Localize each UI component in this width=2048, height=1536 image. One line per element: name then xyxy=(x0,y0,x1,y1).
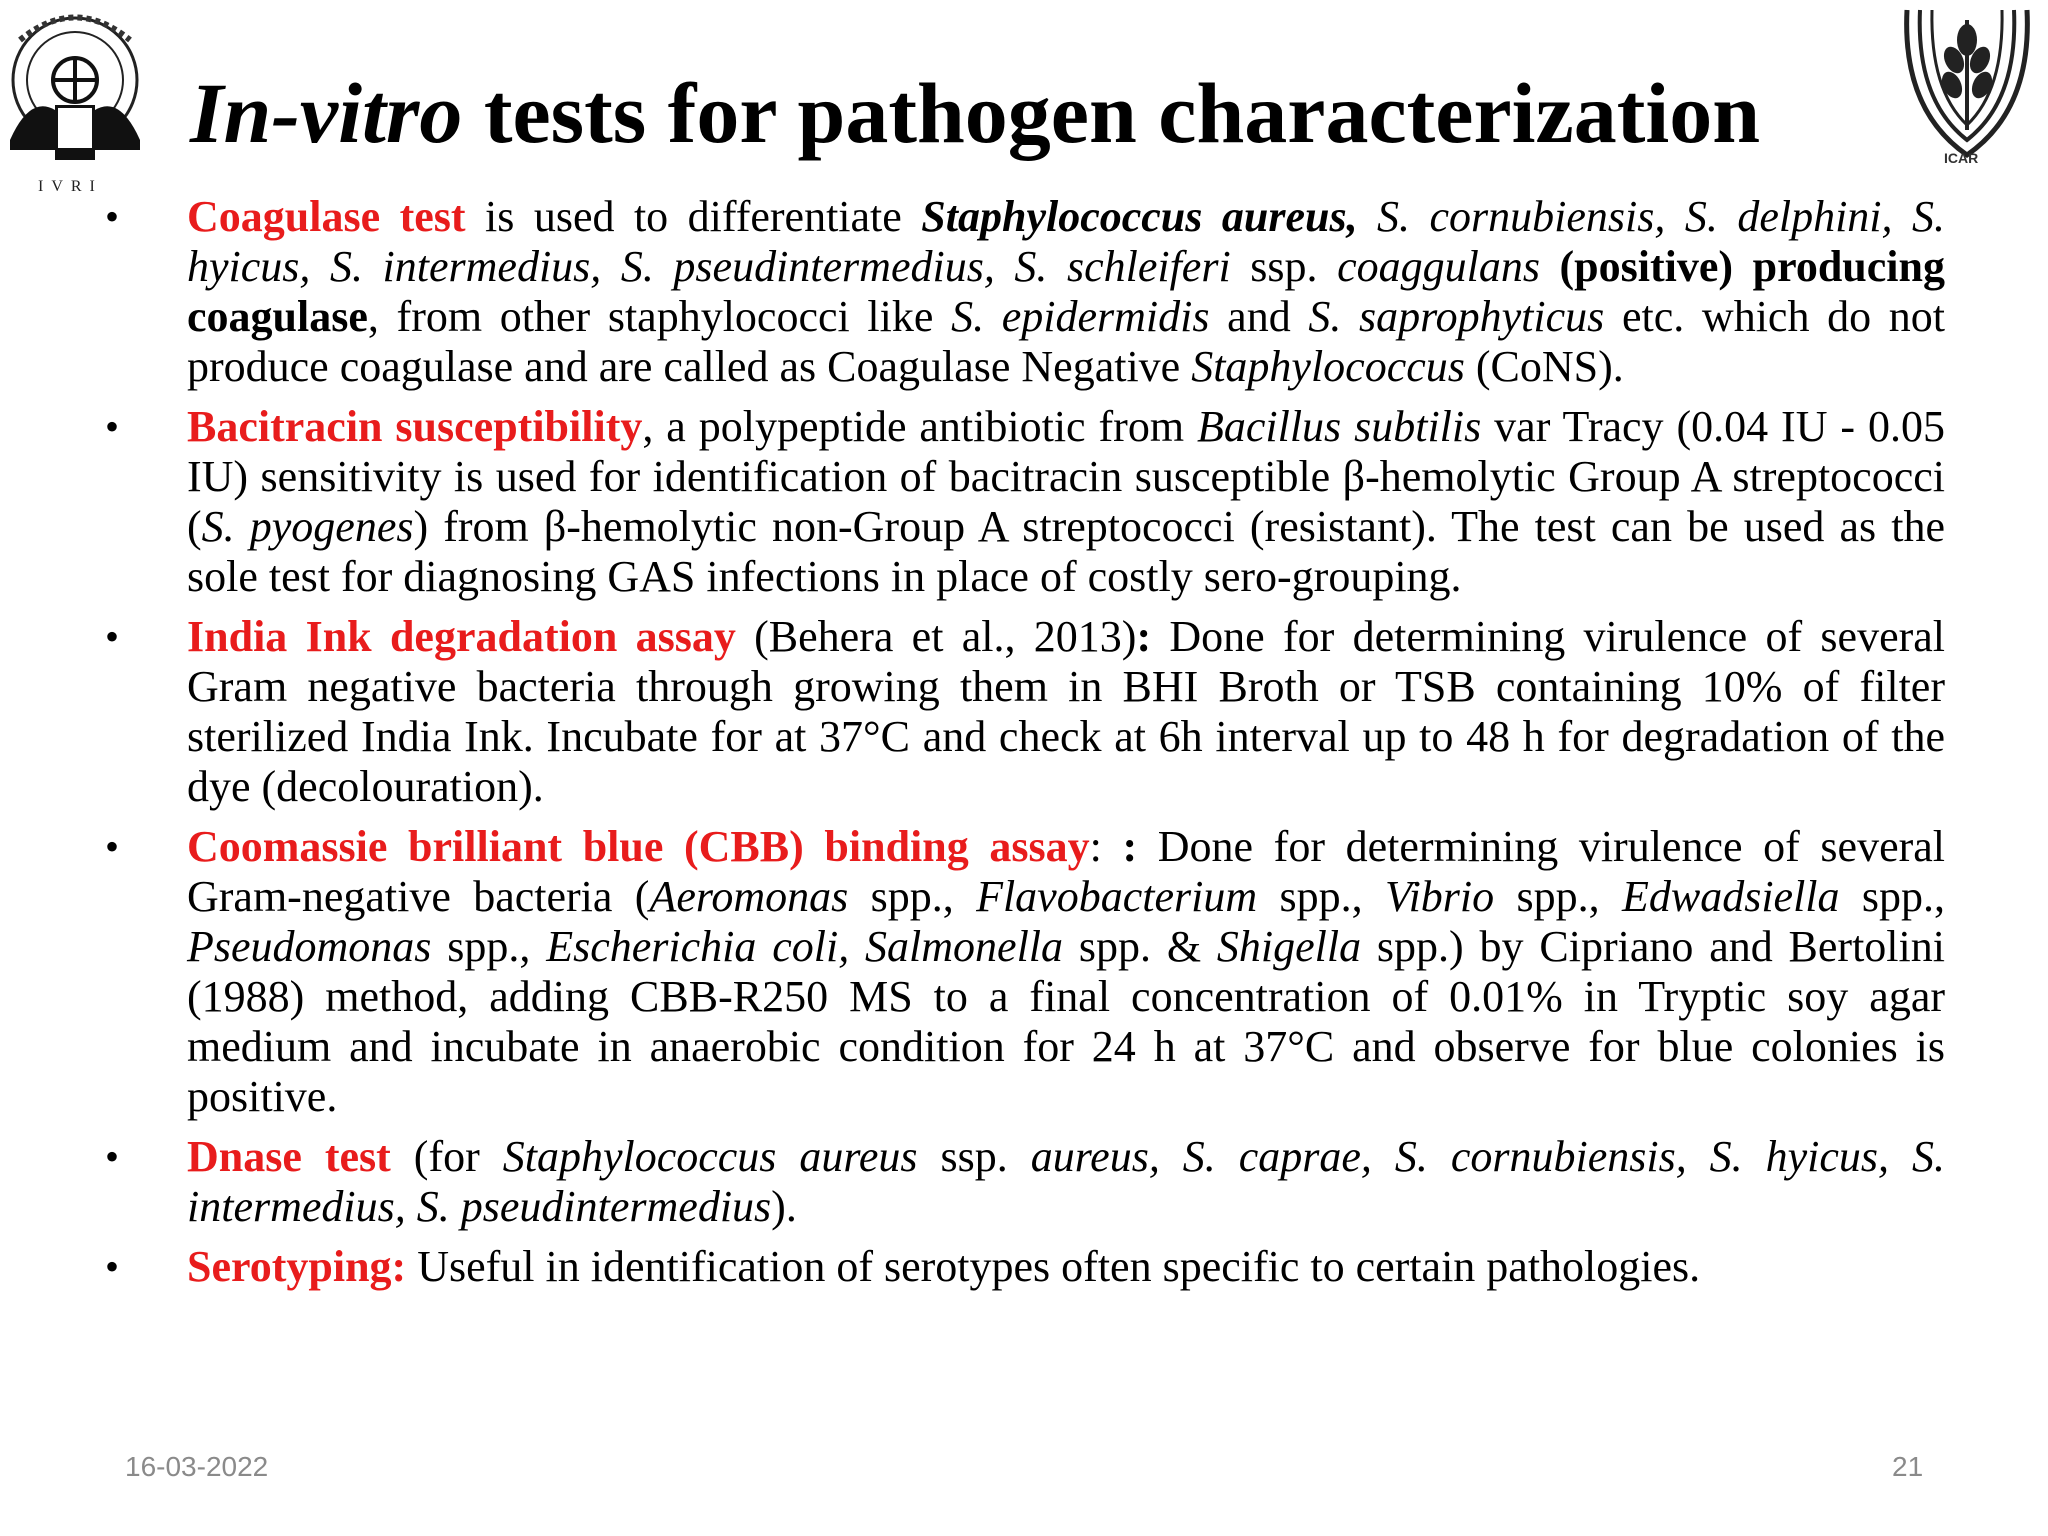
bullet-text-segment: and xyxy=(1209,292,1309,341)
bullet-marker: • xyxy=(105,194,120,239)
bullet-text-segment: aureus, S. caprae, S. cornubiensis, S. hyicus, S. intermedius, S. pseudintermedius xyxy=(187,1132,1946,1231)
bullet-text-segment: spp., xyxy=(1839,872,1946,921)
bullet-text-segment: var Tracy (0.04 IU - 0.05 IU) sensitivity is used for identification of bacitracin susceptible β-hemolytic Group A streptococci ( xyxy=(187,402,1945,551)
bullet-heading: Dnase test xyxy=(187,1132,391,1181)
bullet-text-segment: coaggulans xyxy=(1337,242,1540,291)
bullet-marker: • xyxy=(105,614,120,659)
bullet-text-segment: spp., xyxy=(1494,872,1622,921)
bullet-text-segment: Bacillus subtilis xyxy=(1196,402,1482,451)
bullet-text-segment: Useful in identification of serotypes often specific to certain pathologies. xyxy=(406,1242,1701,1291)
bullet-text-segment: : xyxy=(1089,822,1123,871)
bullet-text-segment: spp., xyxy=(431,922,547,971)
bullet-text-segment: spp., xyxy=(848,872,977,921)
bullet-text-segment: Staphylococcus aureus, xyxy=(921,192,1358,241)
ivri-emblem-logo xyxy=(0,0,150,200)
bullet-text-segment: Pseudomonas xyxy=(187,922,432,971)
bullet-text-segment: S. saprophyticus xyxy=(1308,292,1605,341)
bullet-item xyxy=(105,1132,1945,1232)
icar-wheat-logo xyxy=(1892,0,2042,180)
bullet-text-segment: S. pyogenes xyxy=(201,502,414,551)
bullet-item xyxy=(105,402,1945,602)
bullet-text-segment: is used to differentiate xyxy=(465,192,922,241)
footer-date: 16-03-2022 xyxy=(125,1451,269,1482)
bullet-text-segment: (for xyxy=(390,1132,503,1181)
bullet-item xyxy=(105,822,1945,1122)
bullet-text-segment: Shigella xyxy=(1216,922,1362,971)
bullet-text-segment: ssp. xyxy=(917,1132,1031,1181)
bullet-text-segment: ) from β-hemolytic non-Group A streptococci (resistant). The test can be used as the sole test for diagnosing GAS infections in place of costly sero-grouping. xyxy=(187,502,1945,601)
bullet-marker: • xyxy=(105,824,120,869)
bullet-text-segment: Flavobacterium xyxy=(976,872,1258,921)
bullet-text-segment: Vibrio xyxy=(1384,872,1495,921)
bullet-item xyxy=(105,192,1945,392)
bullet-text-segment: ). xyxy=(771,1182,797,1231)
bullet-marker: • xyxy=(105,1244,120,1289)
bullet-text-segment: Done for determining virulence of several Gram-negative bacteria ( xyxy=(187,822,1945,921)
bullet-text-segment: ssp. xyxy=(1230,242,1338,291)
bullet-text-segment: Edwadsiella xyxy=(1621,872,1840,921)
bullet-text-segment: Done for determining virulence of several Gram negative bacteria through growing them in BHI Broth or TSB containing 10% of filter sterilized India Ink. Incubate for at 37°C and check at 6h interval up to 48 h for degradation of the dye (decolouration). xyxy=(187,612,1946,811)
bullet-text-segment: : xyxy=(1122,822,1138,871)
bullet-text-segment: , a polypeptide antibiotic from xyxy=(642,402,1197,451)
bullet-heading: Coomassie brilliant blue (CBB) binding assay xyxy=(187,822,1090,871)
bullet-text-segment: Staphylococcus aureus xyxy=(502,1132,918,1181)
bullet-heading: India Ink degradation assay xyxy=(187,612,736,661)
bullet-text-segment: S. cornubiensis, S. delphini, S. hyicus, S. intermedius, S. pseudintermedius, S. schleiferi xyxy=(187,192,1945,291)
bullet-text-segment: , from other staphylococci like xyxy=(367,292,952,341)
bullet-text-segment: (positive) producing coagulase xyxy=(187,242,1945,341)
bullet-text-segment: etc. which do not produce coagulase and are called as Coagulase Negative xyxy=(187,292,1946,391)
bullet-heading: Coagulase test xyxy=(187,192,466,241)
ivri-caption: IVRI xyxy=(38,178,103,195)
page-number: 21 xyxy=(1892,1451,1924,1482)
bullet-text-segment: S. epidermidis xyxy=(951,292,1210,341)
bullet-text-segment: (Behera et al., 2013) xyxy=(735,612,1137,661)
bullet-text-segment: spp. & xyxy=(1063,922,1217,971)
bullet-text-segment: Staphylococcus xyxy=(1191,342,1465,391)
bullet-list xyxy=(105,192,1945,1302)
bullet-text-segment: spp.) by Cipriano and Bertolini (1988) method, adding CBB-R250 MS to a final concentration of 0.01% in Tryptic soy agar medium and incubate in anaerobic condition for 24 h at 37°C and observe for blue colonies is positive. xyxy=(187,922,1945,1121)
bullet-marker: • xyxy=(105,404,120,449)
title-rest: tests for pathogen characterization xyxy=(462,65,1761,161)
bullet-marker: • xyxy=(105,1134,120,1179)
title-italic-part: In-vitro xyxy=(190,65,463,161)
bullet-heading: Serotyping: xyxy=(187,1242,407,1291)
bullet-text-segment: Aeromonas xyxy=(649,872,849,921)
bullet-text-segment: Escherichia coli, Salmonella xyxy=(546,922,1064,971)
bullet-text-segment: spp., xyxy=(1257,872,1385,921)
bullet-item xyxy=(105,612,1945,812)
bullet-item xyxy=(105,1242,1945,1292)
bullet-text-segment: (CoNS). xyxy=(1464,342,1624,391)
slide-title xyxy=(190,65,1890,161)
bullet-text-segment xyxy=(1358,192,1377,241)
icar-caption: ICAR xyxy=(1944,150,1979,166)
bullet-heading: Bacitracin susceptibility xyxy=(187,402,643,451)
bullet-text-segment: : xyxy=(1136,612,1152,661)
